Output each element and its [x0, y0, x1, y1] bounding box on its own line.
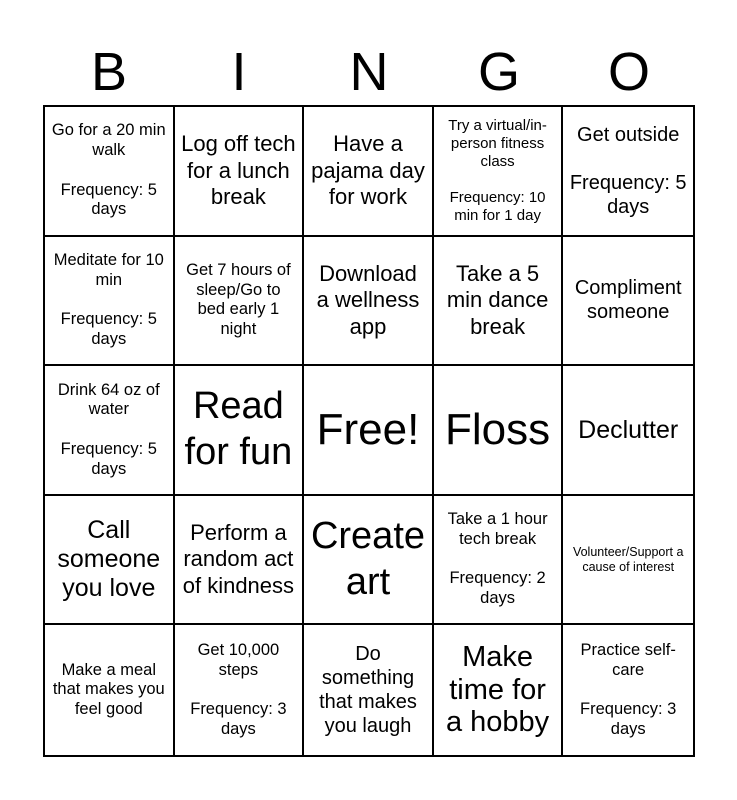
bingo-cell-5[interactable]: [563, 107, 693, 237]
bingo-cell-24[interactable]: [434, 625, 564, 755]
bingo-cell-14[interactable]: [434, 366, 564, 496]
cell-text: Floss: [445, 404, 551, 454]
bingo-cell-free[interactable]: [304, 366, 434, 496]
bingo-cell-8[interactable]: [304, 237, 434, 367]
bingo-cell-20[interactable]: [563, 496, 693, 626]
cell-text: Volunteer/Support a cause of interest: [572, 544, 684, 574]
cell-text: Get 10,000 steps Frequency: 3 days: [190, 640, 287, 738]
cell-text: Make a meal that makes you feel good: [52, 660, 165, 719]
bingo-cell-2[interactable]: [175, 107, 305, 237]
bingo-cell-7[interactable]: [175, 237, 305, 367]
bingo-cell-25[interactable]: [563, 625, 693, 755]
cell-text: Download a wellness app: [316, 260, 420, 339]
cell-text: Have a pajama day for work: [311, 131, 425, 209]
bingo-cell-6[interactable]: [45, 237, 175, 367]
cell-text: Make time for a hobby: [445, 641, 550, 739]
header-letter-b: B: [90, 42, 128, 102]
cell-text: Do something that makes you laugh: [319, 643, 417, 738]
header-letter-i: I: [231, 42, 247, 102]
cell-text: Try a virtual/in-person fitness class Frequency: 10 min for 1 day: [448, 116, 547, 224]
cell-text: Perform a random act of kindness: [182, 520, 295, 598]
cell-text: Declutter: [578, 415, 679, 444]
bingo-cell-1[interactable]: [45, 107, 175, 237]
cell-text: Go for a 20 min walk Frequency: 5 days: [51, 121, 166, 219]
bingo-cell-4[interactable]: [434, 107, 564, 237]
cell-text: Get 7 hours of sleep/Go to bed early 1 night: [186, 260, 291, 339]
cell-text: Get outside Frequency: 5 days: [569, 123, 687, 218]
bingo-cell-18[interactable]: [304, 496, 434, 626]
bingo-header: [44, 40, 694, 104]
bingo-cell-17[interactable]: [175, 496, 305, 626]
bingo-cell-22[interactable]: [175, 625, 305, 755]
cell-text: Compliment someone: [574, 277, 682, 324]
cell-text: Meditate for 10 min Frequency: 5 days: [53, 250, 164, 349]
cell-text: Drink 64 oz of water Frequency: 5 days: [57, 380, 160, 478]
cell-text: Log off tech for a lunch break: [181, 131, 296, 209]
cell-text: Read for fun: [184, 385, 293, 473]
bingo-cell-9[interactable]: [434, 237, 564, 367]
bingo-cell-10[interactable]: [563, 237, 693, 367]
cell-text: Take a 1 hour tech break Frequency: 2 days: [447, 510, 548, 608]
header-letter-n: N: [349, 42, 389, 102]
bingo-cell-23[interactable]: [304, 625, 434, 755]
bingo-cell-3[interactable]: [304, 107, 434, 237]
bingo-cell-19[interactable]: [434, 496, 564, 626]
cell-text: Take a 5 min dance break: [446, 260, 549, 339]
bingo-cell-12[interactable]: [175, 366, 305, 496]
cell-text: Free!: [316, 404, 420, 454]
cell-text: Practice self-care Frequency: 3 days: [580, 640, 677, 738]
bingo-cell-15[interactable]: [563, 366, 693, 496]
bingo-cell-16[interactable]: [45, 496, 175, 626]
cell-text: Call someone you love: [57, 516, 161, 602]
cell-text: Create art: [310, 515, 426, 603]
header-letter-g: G: [477, 42, 520, 102]
bingo-board: [43, 105, 695, 757]
bingo-cell-11[interactable]: [45, 366, 175, 496]
header-letter-o: O: [607, 42, 650, 102]
bingo-cell-21[interactable]: [45, 625, 175, 755]
